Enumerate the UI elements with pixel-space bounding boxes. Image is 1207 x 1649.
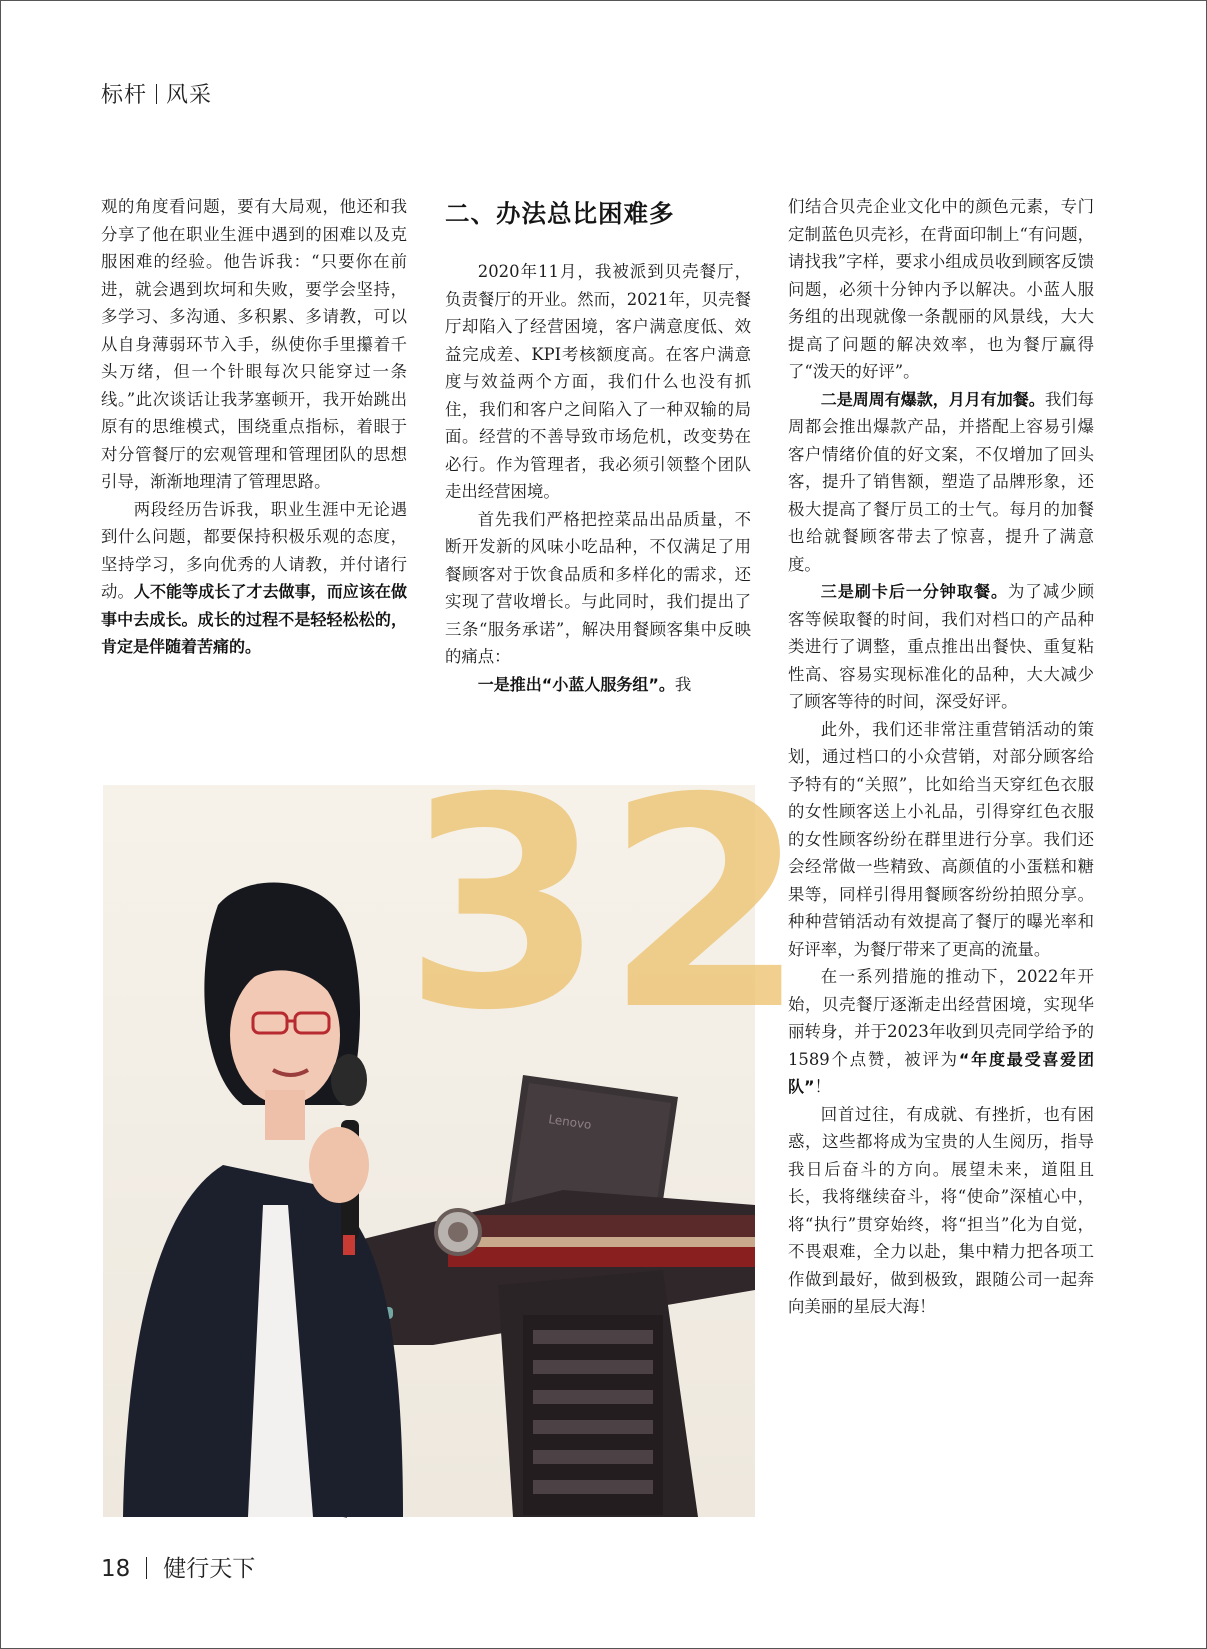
- section-heading: 二、办法总比困难多: [445, 199, 675, 228]
- speaker-illustration: [103, 737, 807, 1517]
- speaker-photo: [103, 737, 807, 1517]
- column-middle: [445, 258, 751, 698]
- column-right: [788, 193, 1094, 1321]
- magazine-name: 健行天下: [163, 1556, 256, 1582]
- paragraph: 们结合贝壳企业文化中的颜色元素，专门定制蓝色贝壳衫，在背面印制上“有问题，请找我”字样，要求小组成员收到顾客反馈问题，必须十分钟内予以解决。小蓝人服务组的出现就像一条靓丽的风景线，大大提高了问题的解决效率，也为餐厅赢得了“泼天的好评”。: [788, 197, 1094, 381]
- paragraph-text: 在一系列措施的推动下，2022年开始，贝壳餐厅逐渐走出经营困境，实现华丽转身，并于2023年收到贝壳同学给予的1589个点赞，被评为: [788, 967, 1094, 1069]
- header-subsection: 风采: [166, 83, 213, 108]
- paragraph: [788, 578, 1094, 716]
- paragraph: [101, 496, 407, 661]
- paragraph-text: 我们每周都会推出爆款产品，并搭配上容易引爆客户情绪价值的好文案，不仅增加了回头客，提升了销售额，塑造了品牌形象，还极大提高了餐厅员工的士气。每月的加餐也给就餐顾客带去了惊喜，提升了满意度。: [788, 389, 1094, 574]
- paragraph: 2020年11月，我被派到贝壳餐厅，负责餐厅的开业。然而，2021年，贝壳餐厅却陷入了经营困境，客户满意度低、效益完成差、KPI考核额度高。在客户满意度与效益两个方面，我们什么也没有抓住，我们和客户之间陷入了一种双输的局面。经营的不善导致市场危机，改变势在必行。作为管理者，我必须引领整个团队走出经营困境。: [445, 262, 751, 501]
- emphasis-text: 二是周周有爆款，月月有加餐。: [820, 389, 1045, 409]
- backdrop-number: 32: [403, 737, 807, 1074]
- header-section: 标杆: [101, 83, 148, 108]
- paragraph: [788, 386, 1094, 579]
- page-footer: [101, 1550, 255, 1583]
- paragraph: [788, 963, 1094, 1101]
- page-number: 18: [101, 1556, 131, 1582]
- paragraph-text: 两段经历告诉我，职业生涯中无论遇到什么问题，都要保持积极乐观的态度，坚持学习，多向优秀的人请教，并付诸行动。: [101, 499, 407, 601]
- footer-divider: [146, 1557, 147, 1579]
- emphasis-text: “年度最受喜爱团队”: [788, 1049, 1094, 1096]
- paragraph: 首先我们严格把控菜品出品质量，不断开发新的风味小吃品种，不仅满足了用餐顾客对于饮食品质和多样化的需求，还实现了营收增长。与此同时，我们提出了三条“服务承诺”，解决用餐顾客集中反映的痛点：: [445, 509, 751, 666]
- paragraph: 回首过往，有成就、有挫折，也有困惑，这些都将成为宝贵的人生阅历，指导我日后奋斗的方向。展望未来，道阻且长，我将继续奋斗，将“使命”深植心中，将“执行”贯穿始终，将“担当”化为自觉，不畏艰难，全力以赴，集中精力把各项工作做到最好，做到极致，跟随公司一起奔向美丽的星辰大海！: [788, 1104, 1094, 1316]
- laptop-brand: Lenovo: [547, 1112, 593, 1132]
- page-header: [101, 78, 212, 109]
- paragraph: 此外，我们还非常注重营销活动的策划，通过档口的小众营销，对部分顾客给予特有的“关照”，比如给当天穿红色衣服的女性顾客送上小礼品，引得穿红色衣服的女性顾客纷纷在群里进行分享。我们还会经常做一些精致、高颜值的小蛋糕和糖果等，同样引得用餐顾客纷纷拍照分享。种种营销活动有效提高了餐厅的曝光率和好评率，为餐厅带来了更高的流量。: [788, 719, 1094, 959]
- emphasis-text: 一是推出“小蓝人服务组”。: [477, 674, 675, 694]
- paragraph-text: 我: [674, 674, 692, 694]
- emphasis-text: 三是刷卡后一分钟取餐。: [820, 582, 1008, 601]
- paragraph: [445, 671, 751, 699]
- speaker: [123, 883, 403, 1518]
- paragraph-text: 为了减少顾客等候取餐的时间，我们对档口的产品种类进行了调整，重点推出出餐快、重复粘性高、容易实现标准化的品种，大大减少了顾客等待的时间，深受好评。: [788, 582, 1094, 711]
- paragraph: 观的角度看问题，要有大局观，他还和我分享了他在职业生涯中遇到的困难以及克服困难的经验。他告诉我：“只要你在前进，就会遇到坎坷和失败，要学会坚持，多学习、多沟通、多积累、多请教，可以从自身薄弱环节入手，纵使你手里攥着千头万绪，但一个针眼每次只能穿过一条线。”此次谈话让我茅塞顿开，我开始跳出原有的思维模式，围绕重点指标，着眼于对分管餐厅的宏观管理和管理团队的思想引导，渐渐地理清了管理思路。: [101, 197, 407, 491]
- column-left: [101, 193, 407, 661]
- header-divider: [156, 84, 157, 104]
- emphasis-text: 人不能等成长了才去做事，而应该在做事中去成长。成长的过程不是轻轻松松的，肯定是伴随着苦痛的。: [101, 582, 407, 656]
- paragraph-text: ！: [814, 1077, 831, 1096]
